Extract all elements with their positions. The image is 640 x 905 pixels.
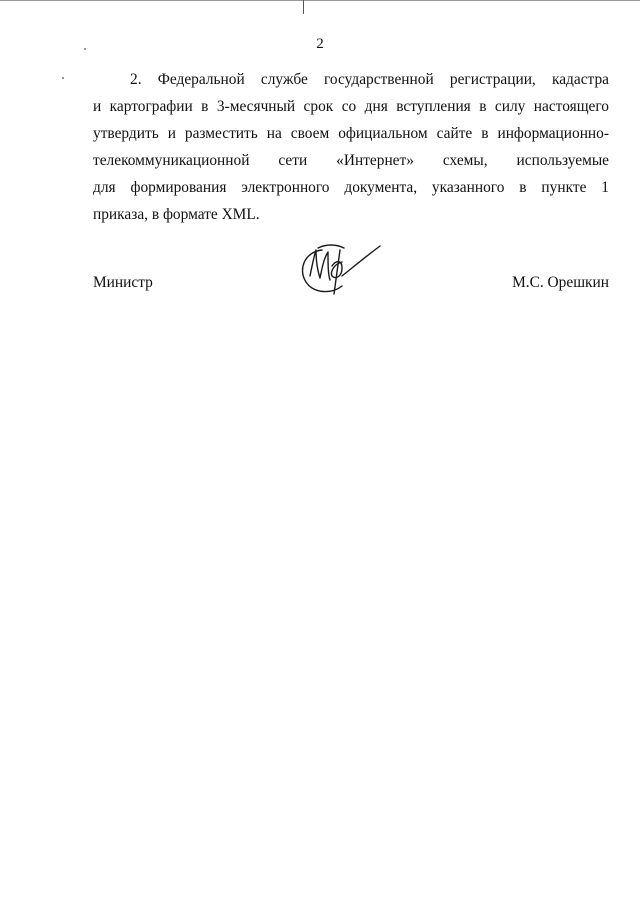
paragraph-line: утвердить и разместить на своем официальном сайте в информационно- (93, 125, 609, 142)
paragraph-line: и картографии в 3-месячный срок со дня вступления в силу настоящего (93, 98, 609, 115)
scan-edge (0, 0, 640, 1)
scan-speck (62, 77, 64, 79)
paragraph-line: приказа, в формате XML. (93, 206, 260, 223)
paragraph-line: телекоммуникационной сети «Интернет» схемы, используемые (93, 152, 609, 169)
paragraph-line: 2. Федеральной службе государственной регистрации, кадастра (130, 71, 609, 88)
signature-row (93, 274, 609, 300)
signatory-title: Министр (93, 274, 153, 291)
signatory-name: М.С. Орешкин (512, 274, 609, 291)
page-number: 2 (316, 36, 324, 52)
scan-fold-mark (303, 0, 304, 14)
paragraph-line: для формирования электронного документа, указанного в пункте 1 (93, 179, 609, 196)
paragraph-2 (93, 66, 609, 228)
